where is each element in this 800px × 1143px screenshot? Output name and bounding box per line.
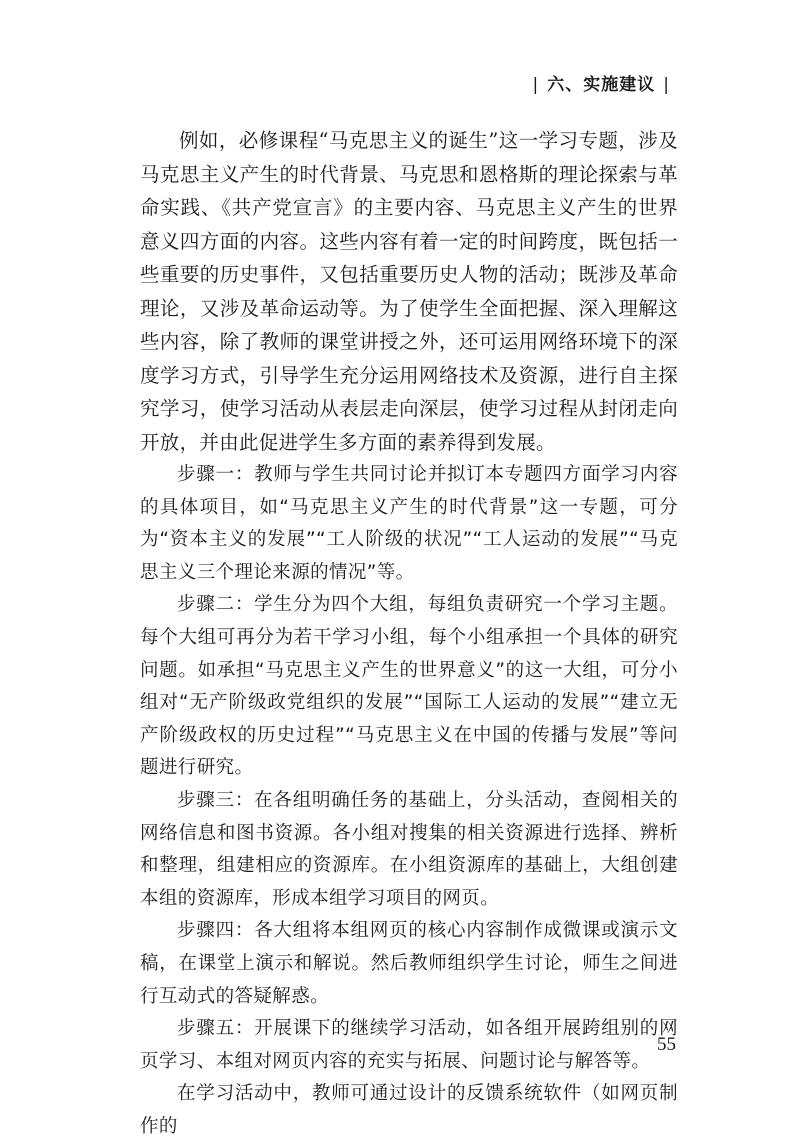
section-title: 六、实施建议: [547, 75, 656, 95]
paragraph-closing: 在学习活动中，教师可通过设计的反馈系统软件（如网页制作的: [140, 1083, 678, 1137]
body-text: [140, 124, 678, 1143]
paragraph-step-1: 步骤一：教师与学生共同讨论并拟订本专题四方面学习内容的具体项目，如“马克思主义产生的时代背景”这一专题，可分为“资本主义的发展”“工人阶级的状况”“工人运动的发展”“马克思主义三个理论来源的情况”等。: [140, 464, 678, 583]
running-head-right-bar: |: [663, 75, 670, 95]
paragraph-step-4: 步骤四：各大组将本组网页的核心内容制作成微课或演示文稿，在课堂上演示和解说。然后教师组织学生讨论，师生之间进行互动式的答疑解惑。: [140, 920, 678, 1007]
paragraph-step-3: 步骤三：在各组明确任务的基础上，分头活动，查阅相关的网络信息和图书资源。各小组对搜集的相关资源进行选择、辨析和整理，组建相应的资源库。在小组资源库的基础上，大组创建本组的资源库，形成本组学习项目的网页。: [140, 789, 678, 909]
running-head-left-bar: |: [532, 75, 540, 95]
paragraph-step-5: 步骤五：开展课下的继续学习活动，如各组开展跨组别的网页学习、本组对网页内容的充实与拓展、问题讨论与解答等。: [140, 1018, 678, 1072]
paragraph-intro: 例如，必修课程“马克思主义的诞生”这一学习专题，涉及马克思主义产生的时代背景、马克思和恩格斯的理论探索与革命实践、《共产党宣言》的主要内容、马克思主义产生的世界意义四方面的内容。这些内容有着一定的时间跨度，既包括一些重要的历史事件，又包括重要历史人物的活动；既涉及革命理论，又涉及革命运动等。为了使学生全面把握、深入理解这些内容，除了教师的课堂讲授之外，还可运用网络环境下的深度学习方式，引导学生充分运用网络技术及资源，进行自主探究学习，使学习活动从表层走向深层，使学习过程从封闭走向开放，并由此促进学生多方面的素养得到发展。: [140, 129, 678, 454]
paragraph-step-2: 步骤二：学生分为四个大组，每组负责研究一个学习主题。每个大组可再分为若干学习小组，每个小组承担一个具体的研究问题。如承担“马克思主义产生的世界意义”的这一大组，可分小组对“无产阶级政党组织的发展”“国际工人运动的发展”“建立无产阶级政权的历史过程”“马克思主义在中国的传播与发展”等问题进行研究。: [140, 594, 678, 779]
page-number: 55: [657, 1034, 676, 1055]
running-head: [525, 70, 678, 95]
